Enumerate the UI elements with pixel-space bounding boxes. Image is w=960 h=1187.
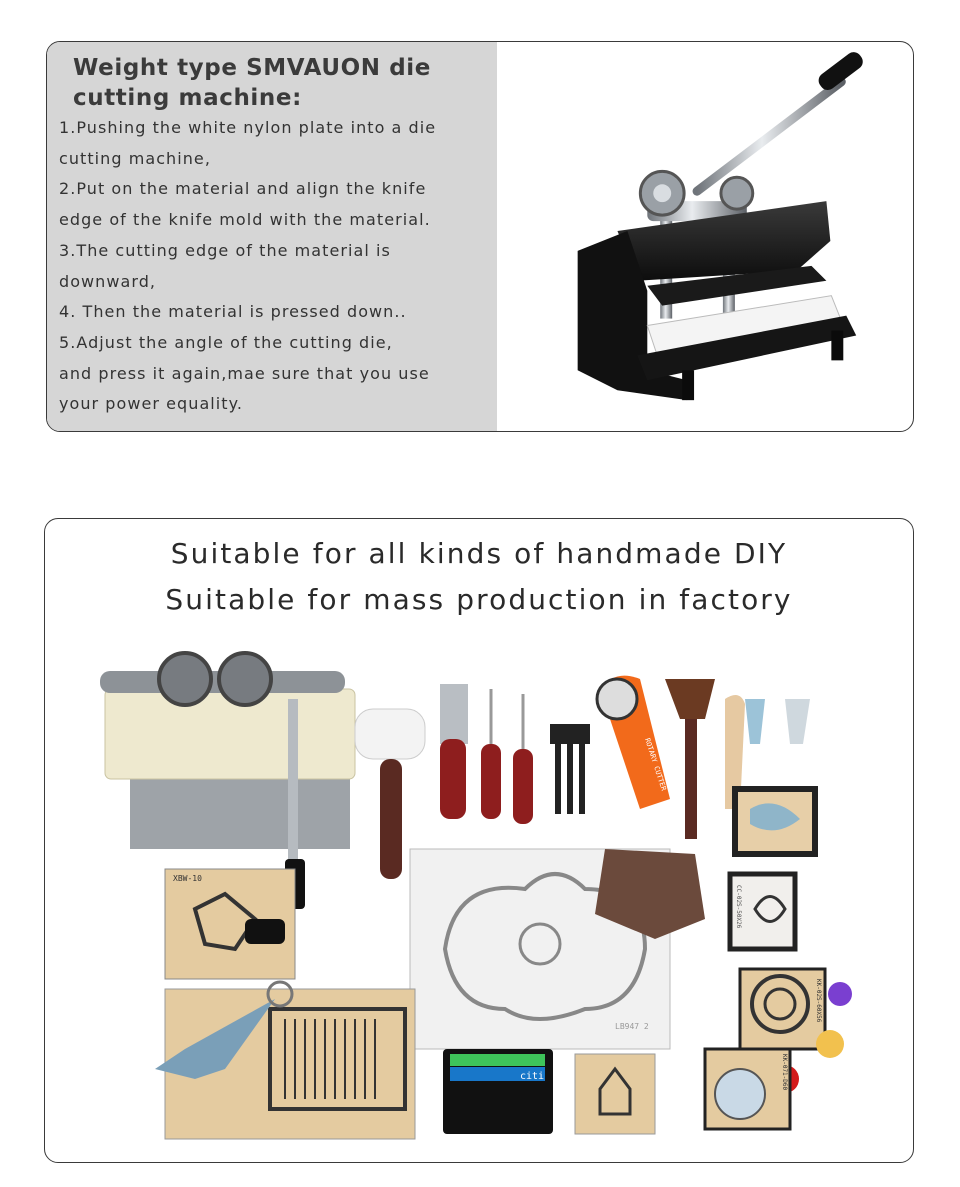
instructions-card xyxy=(46,41,914,432)
heading-line-2: cutting machine: xyxy=(73,85,302,111)
die-code-label: CC-02S-50X26 xyxy=(735,885,742,929)
step-line: downward, xyxy=(59,271,157,291)
mallet-icon xyxy=(380,759,402,879)
step-line: and press it again,mae sure that you use xyxy=(59,363,430,383)
step-line: cutting machine, xyxy=(59,148,211,168)
step-line: 5.Adjust the angle of the cutting die, xyxy=(59,332,393,352)
step-line: 1.Pushing the white nylon plate into a die xyxy=(59,118,437,137)
step-line: your power equality. xyxy=(59,394,243,414)
keychain-cutting-die xyxy=(165,869,295,979)
usage-card xyxy=(44,518,914,1163)
card-brand-label: citi xyxy=(520,1071,545,1082)
flower-icon xyxy=(816,1030,844,1058)
die-code-label: XBW-10 xyxy=(173,874,202,883)
card-holder xyxy=(443,1049,553,1134)
rose-cutting-die xyxy=(740,969,825,1049)
heading-line-1: Weight type SMVAUON die xyxy=(73,55,431,81)
cutter-brand-label: ROTARY CUTTER xyxy=(643,737,668,792)
snowflake-cutting-die xyxy=(705,1049,790,1129)
tagline-factory: Suitable for mass production in factory xyxy=(165,583,793,616)
die-code-label: KK-071-D60 xyxy=(781,1054,788,1091)
house-cutting-die xyxy=(575,1054,655,1134)
tools-collage-image xyxy=(95,649,865,1149)
step-line: 4. Then the material is pressed down.. xyxy=(59,302,407,322)
instructions-panel xyxy=(47,42,497,431)
rotary-cutter xyxy=(597,676,670,809)
plate-code-label: LB947 2 xyxy=(615,1022,649,1031)
instruction-steps xyxy=(59,113,436,420)
step-line: 2.Put on the material and align the knife xyxy=(59,179,427,199)
instructions-heading xyxy=(73,53,431,113)
tagline-diy: Suitable for all kinds of handmade DIY xyxy=(170,537,788,570)
tassel-cutting-die xyxy=(155,982,415,1139)
step-line: edge of the knife mold with the material. xyxy=(59,210,431,230)
die-code-label: KK-02S-60X56 xyxy=(815,979,822,1023)
eye-cutting-die xyxy=(730,874,795,949)
die-cutting-machine-image xyxy=(497,42,914,431)
fish-cutting-die xyxy=(735,699,815,854)
leather-knives xyxy=(440,684,590,824)
step-line: 3.The cutting edge of the material is xyxy=(59,240,391,260)
flower-icon xyxy=(828,982,852,1006)
